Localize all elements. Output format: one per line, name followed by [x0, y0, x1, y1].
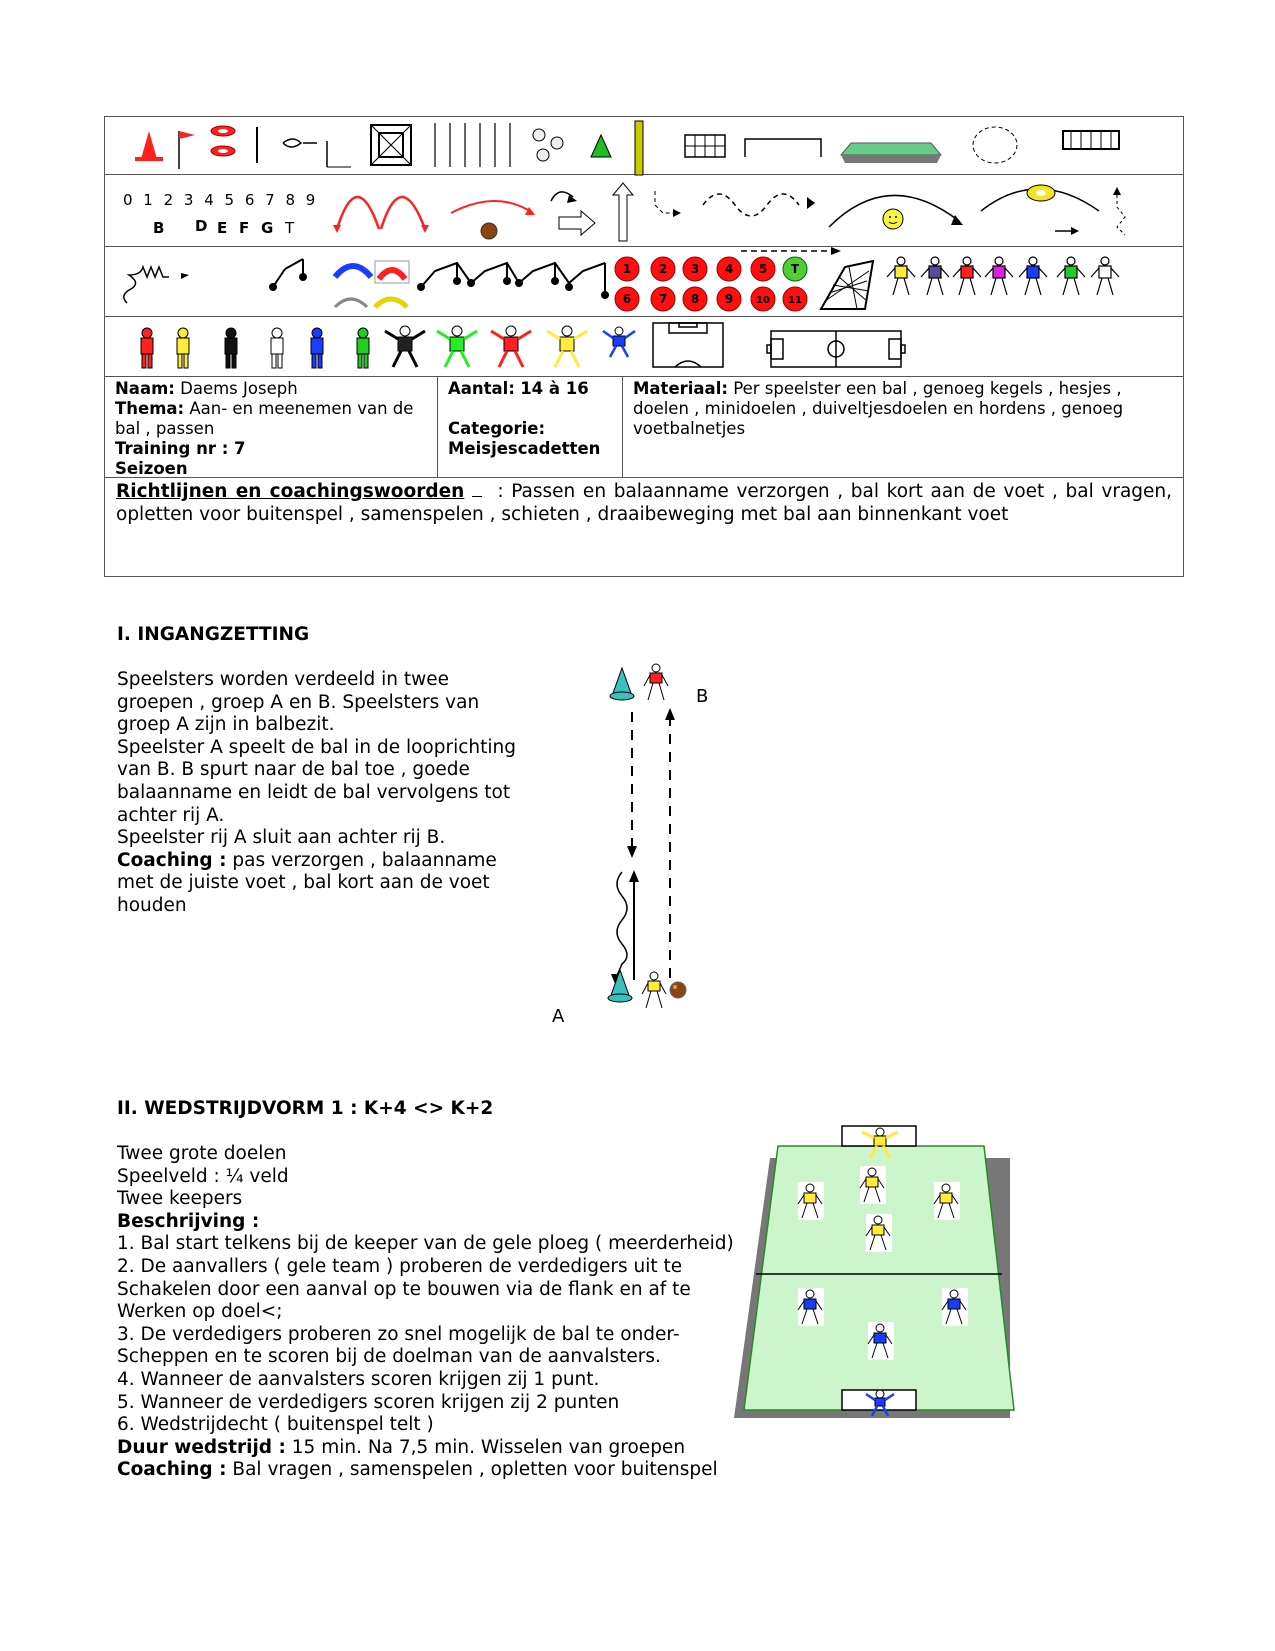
section2-line: Speelveld : ¼ veld	[117, 1165, 289, 1187]
section2-body	[117, 1143, 757, 1482]
arrow-head-up-left	[629, 870, 639, 882]
player-white-icon	[1091, 257, 1119, 295]
label-a: A	[552, 1006, 565, 1027]
player-solid-white-icon	[271, 328, 283, 368]
section2-coaching-label: Coaching :	[117, 1459, 227, 1481]
keeper-black-icon	[385, 326, 425, 367]
section2-step: Scheppen en te scoren bij de doelman van de aanvalsters.	[117, 1346, 661, 1368]
section2-step: 5. Wanneer de verdedigers scoren krijgen zij 2 punten	[117, 1391, 620, 1413]
richtlijnen-block	[105, 480, 1183, 526]
naam-label: Naam:	[115, 379, 175, 398]
balls-icon	[533, 129, 563, 161]
richtlijnen-label: Richtlijnen en coachingswoorden	[116, 481, 465, 502]
section2-title: II. WEDSTRIJDVORM 1 : K+4 <> K+2	[117, 1098, 494, 1119]
equipment-icons	[105, 117, 1185, 175]
player-yellow-icon	[866, 1214, 892, 1252]
cone-top-icon	[610, 668, 634, 700]
aantal-value: 14 à 16	[520, 379, 589, 398]
player-blue-icon	[942, 1288, 968, 1326]
keeper-green-icon	[437, 326, 477, 367]
section1-line: van B. B spurt naar de bal toe , goede	[117, 759, 470, 781]
hurdle-row-icon	[418, 263, 608, 298]
dribble-line-icon	[703, 194, 815, 216]
section2-line: Twee keepers	[117, 1188, 243, 1210]
svg-text:10: 10	[756, 295, 770, 306]
dribble-wiggle-line	[616, 872, 627, 978]
legend-digits: 0 1 2 3 4 5 6 7 8 9	[123, 191, 319, 209]
svg-text:9: 9	[724, 292, 734, 306]
section1-line: Speelster A speelt de bal in de looprichting	[117, 736, 516, 758]
section1-line: Speelster rij A sluit aan achter rij B.	[117, 827, 446, 849]
full-field-icon	[767, 331, 905, 367]
arch-red-icon	[375, 261, 409, 283]
svg-text:3: 3	[690, 262, 700, 276]
player-yellow-icon	[798, 1182, 824, 1220]
section1-line: Speelsters worden verdeeld in twee	[117, 669, 450, 690]
sprint-arrow-icon	[613, 183, 633, 241]
arch-yellow-icon	[375, 299, 407, 307]
ladder-icon	[435, 123, 510, 167]
red-curve-arrow-icon	[337, 197, 425, 229]
naam-line	[115, 379, 427, 399]
mini-goal-icon	[1063, 131, 1119, 149]
arrow-icons	[105, 175, 1185, 247]
player-blue-icon	[798, 1288, 824, 1326]
section1-coaching-label: Coaching :	[117, 849, 227, 871]
training-header-table	[104, 116, 1184, 577]
player-num-5	[751, 257, 775, 281]
duur-value: 15 min. Na 7,5 min. Wisselen van groepen	[285, 1436, 686, 1458]
player-magenta-icon	[985, 257, 1013, 295]
dashed-arrow-icon	[741, 247, 841, 255]
legend-row-keepers-fields	[105, 317, 1183, 377]
section2-step: Werken op doel<;	[117, 1301, 283, 1323]
keeper-yellow-icon	[547, 326, 587, 367]
post-icon	[635, 121, 643, 175]
keeper-figures	[385, 326, 635, 367]
materiaal-value: Per speelster een bal , genoeg kegels , hesjes , doelen , minidoelen , duiveltjesdoelen en hordens , genoeg voetbalnetjes	[633, 379, 1124, 438]
section2-step: 3. De verdedigers proberen zo snel mogelijk de bal te onder-	[117, 1323, 680, 1345]
section1-coaching-line: met de juiste voet , bal kort aan de voet	[117, 872, 490, 894]
section1-line: achter rij A.	[117, 804, 225, 826]
section1-diagram	[552, 660, 760, 1030]
categorie-label: Categorie:	[448, 419, 546, 438]
naam-value: Daems Joseph	[180, 379, 298, 398]
lob-pass-icon	[981, 185, 1099, 235]
player-num-9	[717, 287, 741, 311]
player-a-icon	[642, 972, 666, 1008]
materiaal-label: Materiaal:	[633, 379, 728, 398]
red-cone-icon	[135, 131, 163, 161]
section1-line: balaanname en leidt de bal vervolgens tot	[117, 781, 511, 803]
section2-field-diagram	[730, 1122, 1020, 1422]
thema-label: Thema:	[115, 399, 185, 418]
player-num-2	[651, 257, 675, 281]
single-hurdle-icon	[270, 259, 306, 290]
categorie-value: Meisjescadetten	[448, 439, 601, 458]
player-num-1	[615, 257, 639, 281]
rebound-net-icon	[821, 261, 873, 309]
red-pass-arrow-icon	[451, 201, 535, 239]
section1-body	[117, 669, 537, 918]
player-num-4	[717, 257, 741, 281]
player-solid-black-icon	[225, 328, 237, 368]
seizoen-label: Seizoen	[115, 459, 188, 478]
aantal-label: Aantal:	[448, 379, 515, 398]
legend-letter-b: B	[153, 219, 165, 237]
wiggle-arrow-icon	[124, 267, 189, 303]
section2-coaching-line	[117, 1459, 757, 1482]
legend-row-players	[105, 247, 1183, 317]
info-cell-aantal	[438, 377, 623, 477]
player-num-11	[783, 287, 807, 311]
section2-step: Schakelen door een aanval op te bouwen via de flank en af te	[117, 1278, 691, 1300]
beschrijving-label: Beschrijving :	[117, 1210, 260, 1232]
player-solid-yellow-icon	[177, 328, 189, 368]
section2-step: 4. Wanneer de aanvalsters scoren krijgen zij 1 punt.	[117, 1368, 600, 1390]
legend-letter-d: D	[195, 217, 208, 235]
svg-text:7: 7	[658, 292, 668, 306]
svg-text:6: 6	[622, 292, 632, 306]
keeper-field-icons	[105, 317, 1185, 377]
legend-letter-t: T	[285, 219, 295, 237]
arch-blue-icon	[335, 266, 371, 277]
player-num-8	[683, 287, 707, 311]
player-yellow-icon	[934, 1182, 960, 1220]
long-pass-icon	[829, 195, 963, 229]
box-icon	[371, 125, 411, 165]
legend-letter-f: F	[239, 219, 250, 237]
section2-step: 6. Wedstrijdecht ( buitenspel telt )	[117, 1414, 434, 1436]
player-blue-icon	[1019, 257, 1047, 295]
svg-text:5: 5	[758, 262, 768, 276]
section2-step: 1. Bal start telkens bij de keeper van de gele ploeg ( meerderheid)	[117, 1233, 734, 1255]
player-solid-blue-icon	[311, 328, 323, 368]
duur-line	[117, 1437, 757, 1460]
ball-icon	[670, 982, 686, 998]
green-cone-icon	[591, 135, 611, 157]
section1-line: groep A zijn in balbezit.	[117, 714, 335, 736]
player-red-icon	[953, 257, 981, 295]
arrow-head-up-right	[665, 708, 675, 720]
training-label: Training nr : 7	[115, 439, 246, 458]
field-slab-icon	[841, 143, 941, 163]
legend-row-equipment	[105, 117, 1183, 175]
goal-icon	[745, 139, 821, 157]
zone-circle-icon	[973, 127, 1017, 163]
info-cell-naam	[105, 377, 438, 477]
svg-text:1: 1	[622, 262, 632, 276]
numbered-players	[615, 257, 807, 311]
player-num-3	[683, 257, 707, 281]
turn-arrow-icon	[551, 192, 595, 235]
rope-icon	[283, 139, 317, 147]
legend-letter-g: G	[261, 219, 274, 237]
corner-flag-icon	[179, 131, 195, 169]
section2-step: 2. De aanvallers ( gele team ) proberen de verdedigers uit te	[117, 1255, 683, 1277]
player-green-icon	[1057, 257, 1085, 295]
player-icons	[105, 247, 1185, 317]
player-solid-green-icon	[357, 328, 369, 368]
player-solid-red-icon	[141, 328, 153, 368]
section1-title: I. INGANGZETTING	[117, 624, 310, 645]
section2-line: Twee grote doelen	[117, 1143, 287, 1164]
player-num-7	[651, 287, 675, 311]
solid-players	[141, 328, 369, 368]
player-num-10	[751, 287, 775, 311]
hurdle-icon	[327, 141, 351, 167]
section1-coaching-line: Coaching : pas verzorgen , balaanname	[117, 849, 497, 871]
duur-label: Duur wedstrijd :	[117, 1436, 286, 1458]
player-yellow-icon	[860, 1166, 886, 1204]
goal-net-icon	[685, 135, 725, 157]
legend-letter-e: E	[217, 219, 228, 237]
player-num-t	[783, 257, 807, 281]
dashed-run-icon	[655, 191, 681, 217]
info-cell-materiaal	[623, 377, 1185, 477]
player-figures-row3	[887, 257, 1119, 295]
svg-text:8: 8	[690, 292, 700, 306]
section1-line: groepen , groep A en B. Speelsters van	[117, 691, 480, 713]
zigzag-dashed-icon	[1113, 187, 1125, 235]
player-yellow-icon	[887, 257, 915, 295]
player-purple-icon	[921, 257, 949, 295]
player-num-6	[615, 287, 639, 311]
arch-white-icon	[335, 299, 367, 307]
richtlijnen-value: : Passen en balaanname verzorgen , bal kort aan de voet , bal vragen, opletten voor buitenspel , samenspelen , schieten , draaibeweging met bal aan binnenkant voet	[116, 481, 1173, 525]
disc-cones-icon	[211, 126, 235, 156]
arrow-head-down	[627, 846, 637, 858]
svg-text:11: 11	[788, 295, 802, 306]
svg-text:2: 2	[658, 262, 668, 276]
player-blue-icon	[868, 1322, 894, 1360]
svg-text:T: T	[790, 262, 800, 276]
label-b: B	[696, 686, 709, 707]
keeper-red-icon	[491, 326, 531, 367]
thema-line	[115, 399, 427, 439]
section2-coaching-value: Bal vragen , samenspelen , opletten voor buitenspel	[226, 1459, 718, 1481]
legend-row-arrows	[105, 175, 1183, 247]
thema-value: Aan- en meenemen van de bal , passen	[115, 399, 414, 438]
keeper-blue-icon	[603, 327, 635, 357]
player-b-icon	[644, 664, 668, 700]
svg-text:4: 4	[724, 262, 734, 276]
half-field-icon	[653, 323, 723, 367]
section1-coaching-line: houden	[117, 894, 187, 916]
